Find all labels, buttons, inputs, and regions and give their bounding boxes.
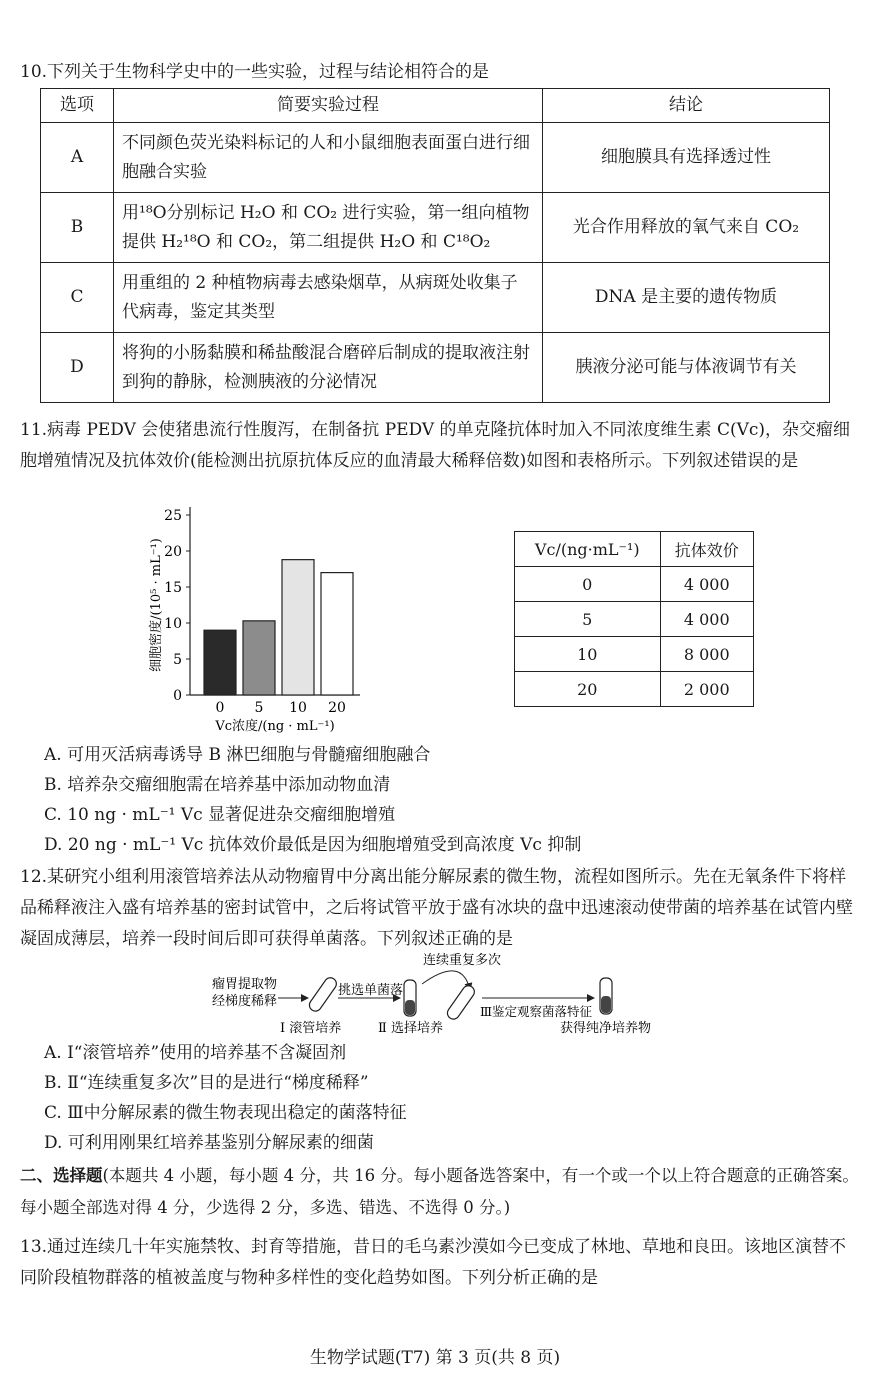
table-row xyxy=(41,263,830,333)
q11-option-b: B. 培养杂交瘤细胞需在培养基中添加动物血清 xyxy=(44,775,391,795)
q11-option-d: D. 20 ng · mL⁻¹ Vc 抗体效价最低是因为细胞增殖受到高浓度 Vc 抑制 xyxy=(44,835,582,855)
label-pick: 挑选单菌落 xyxy=(338,983,404,998)
row-conclusion: 光合作用释放的氧气来自 CO₂ xyxy=(543,193,830,263)
row-process: 用重组的 2 种植物病毒去感染烟草，从病斑处收集子代病毒，鉴定其类型 xyxy=(114,263,543,333)
label-final: 获得纯净培养物 xyxy=(560,1021,652,1036)
cell-titer: 4 000 xyxy=(660,602,753,637)
row-conclusion: 胰液分泌可能与体液调节有关 xyxy=(543,333,830,403)
header-option: 选项 xyxy=(41,89,114,123)
q12-flow-diagram xyxy=(200,950,680,1040)
bar-20 xyxy=(321,573,353,695)
row-option: B xyxy=(41,193,114,263)
x-tick-label: 0 xyxy=(215,700,225,716)
header-titer: 抗体效价 xyxy=(660,532,753,567)
x-tick-label: 20 xyxy=(328,700,346,716)
cell-vc: 0 xyxy=(515,567,661,602)
row-option: A xyxy=(41,123,114,193)
table-row xyxy=(515,567,754,602)
section-2-desc: (本题共 4 小题，每小题 4 分，共 16 分。每小题备选答案中，有一个或一个以上符合题意的正确答案。每小题全部选对得 4 分，少选得 2 分，多选、错选、不选得 0 分。) xyxy=(20,1166,859,1217)
x-axis-label: Vc浓度/(ng · mL⁻¹) xyxy=(215,719,335,734)
y-axis-label: 细胞密度/(10⁵ · mL⁻¹) xyxy=(149,538,164,672)
label-step2: Ⅱ 选择培养 xyxy=(378,1021,443,1036)
q12-stem: 12.某研究小组利用滚管培养法从动物瘤胃中分离出能分解尿素的微生物，流程如图所示。先在无氧条件下将样品稀释液注入盛有培养基的密封试管中，之后将试管平放于盛有冰块的盘中迅速滚动使带菌的培养基在试管内壁凝固成薄层，培养一段时间后即可获得单菌落。下列叙述正确的是 xyxy=(20,867,853,949)
q11-table xyxy=(514,531,754,707)
q11-stem: 11.病毒 PEDV 会使猪患流行性腹泻，在制备抗 PEDV 的单克隆抗体时加入不同浓度维生素 C(Vc)，杂交瘤细胞增殖情况及抗体效价(能检测出抗原抗体反应的血清最大稀释倍数)如图和表格所示。下列叙述错误的是 xyxy=(20,420,851,471)
row-conclusion: 细胞膜具有选择透过性 xyxy=(543,123,830,193)
row-conclusion: DNA 是主要的遗传物质 xyxy=(543,263,830,333)
row-process: 将狗的小肠黏膜和稀盐酸混合磨碎后制成的提取液注射到狗的静脉，检测胰液的分泌情况 xyxy=(114,333,543,403)
header-vc: Vc/(ng·mL⁻¹) xyxy=(515,532,661,567)
y-tick-label: 15 xyxy=(164,580,182,596)
y-tick-label: 0 xyxy=(173,688,182,704)
cell-vc: 20 xyxy=(515,672,661,707)
cell-titer: 8 000 xyxy=(660,637,753,672)
label-extract: 瘤胃提取物 xyxy=(212,977,278,992)
y-tick-label: 25 xyxy=(164,508,182,524)
y-tick-label: 20 xyxy=(164,544,182,560)
x-tick-label: 10 xyxy=(289,700,307,716)
rolling-tube-icon xyxy=(445,983,477,1021)
q13-stem: 13.通过连续几十年实施禁牧、封育等措施，昔日的毛乌素沙漠如今已变成了林地、草地和良田。该地区演替不同阶段植物群落的植被盖度与物种多样性的变化趋势如图。下列分析正确的是 xyxy=(20,1237,847,1288)
row-process: 不同颜色荧光染料标记的人和小鼠细胞表面蛋白进行细胞融合实验 xyxy=(114,123,543,193)
q12-option-d: D. 可利用刚果红培养基鉴别分解尿素的细菌 xyxy=(44,1133,374,1153)
cell-vc: 10 xyxy=(515,637,661,672)
q12-option-b: B. Ⅱ“连续重复多次”目的是进行“梯度稀释” xyxy=(44,1073,369,1093)
bar-0 xyxy=(204,630,236,695)
table-header-row xyxy=(41,89,830,123)
q11-option-a: A. 可用灭活病毒诱导 B 淋巴细胞与骨髓瘤细胞融合 xyxy=(44,745,431,765)
bar-10 xyxy=(282,560,314,695)
header-process: 简要实验过程 xyxy=(114,89,543,123)
cell-vc: 5 xyxy=(515,602,661,637)
table-row xyxy=(515,672,754,707)
q10-stem: 10.下列关于生物科学史中的一些实验，过程与结论相符合的是 xyxy=(20,62,490,82)
bar-5 xyxy=(243,621,275,695)
row-option: C xyxy=(41,263,114,333)
row-option: D xyxy=(41,333,114,403)
y-tick-label: 10 xyxy=(164,616,182,632)
q12-option-a: A. Ⅰ“滚管培养”使用的培养基不含凝固剂 xyxy=(44,1043,347,1063)
row-process: 用¹⁸O分别标记 H₂O 和 CO₂ 进行实验，第一组向植物提供 H₂¹⁸O 和 CO₂，第二组提供 H₂O 和 C¹⁸O₂ xyxy=(114,193,543,263)
table-row xyxy=(515,602,754,637)
table-row xyxy=(41,193,830,263)
q11-option-c: C. 10 ng · mL⁻¹ Vc 显著促进杂交瘤细胞增殖 xyxy=(44,805,396,825)
tube-icon xyxy=(404,980,416,1016)
rolling-tube-icon xyxy=(307,975,339,1013)
q10-table xyxy=(40,88,830,403)
page-footer: 生物学试题(T7) 第 3 页(共 8 页) xyxy=(309,1348,561,1368)
q12-option-c: C. Ⅲ中分解尿素的微生物表现出稳定的菌落特征 xyxy=(44,1103,407,1123)
header-conclusion: 结论 xyxy=(543,89,830,123)
label-identify: Ⅲ鉴定观察菌落特征 xyxy=(480,1004,593,1019)
y-tick-label: 5 xyxy=(173,652,182,668)
x-tick-label: 5 xyxy=(254,700,264,716)
repeat-arrow xyxy=(422,971,470,990)
section-2 xyxy=(20,1160,860,1224)
cell-titer: 2 000 xyxy=(660,672,753,707)
label-repeat: 连续重复多次 xyxy=(422,953,502,968)
q11-bar-chart xyxy=(140,500,370,740)
table-row xyxy=(41,333,830,403)
label-step1: Ⅰ 滚管培养 xyxy=(280,1021,342,1036)
cell-titer: 4 000 xyxy=(660,567,753,602)
tube-icon xyxy=(600,978,612,1014)
section-2-title: 二、选择题 xyxy=(20,1166,103,1185)
table-row xyxy=(515,637,754,672)
table-header-row xyxy=(515,532,754,567)
label-dilution: 经梯度稀释 xyxy=(212,994,278,1009)
table-row xyxy=(41,123,830,193)
